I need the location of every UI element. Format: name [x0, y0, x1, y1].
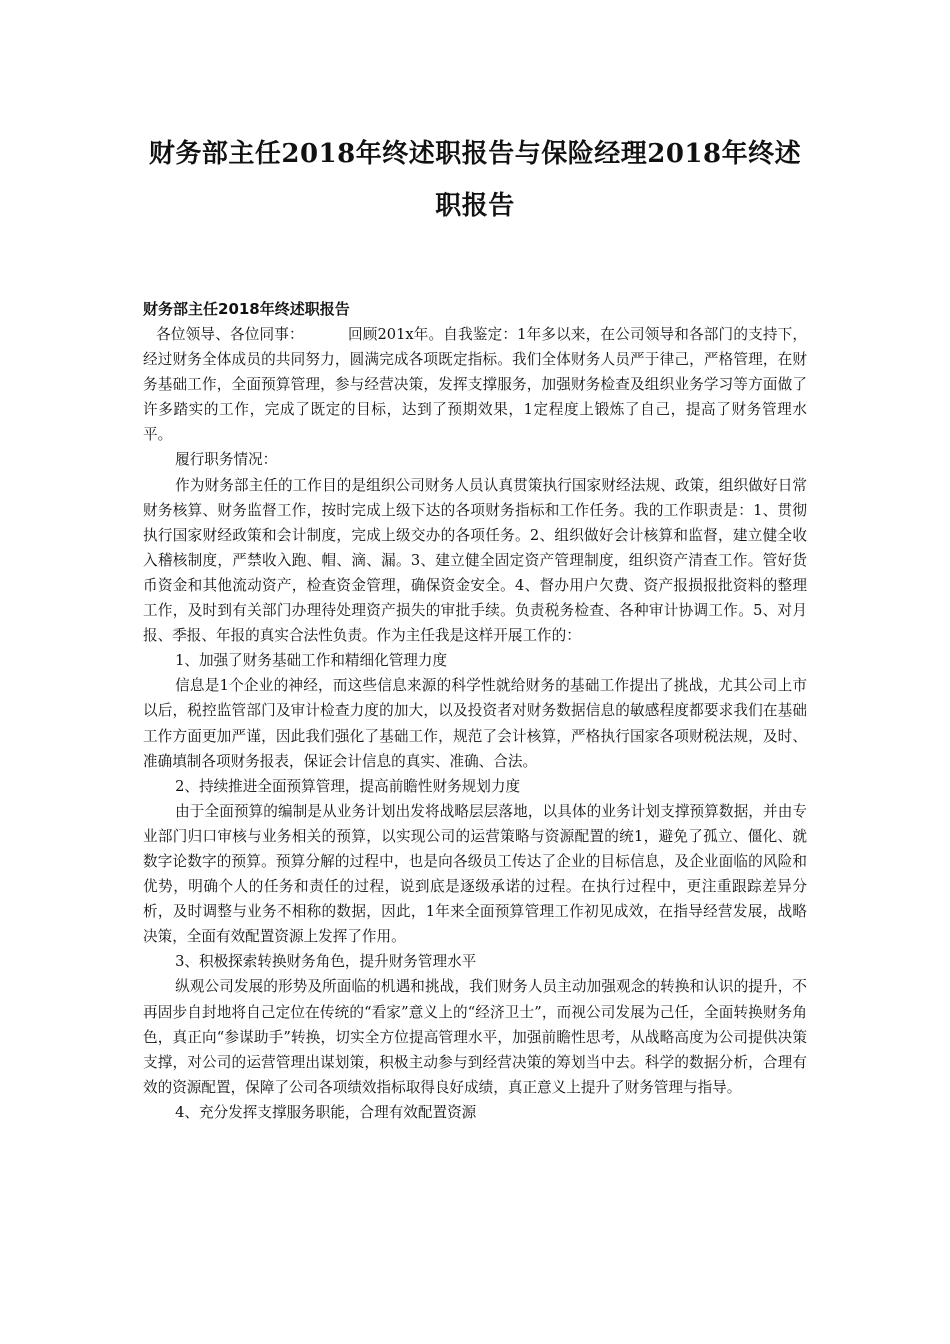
paragraph-heading-2: 2、持续推进全面预算管理，提高前瞻性财务规划力度: [175, 777, 521, 795]
document-body: [143, 296, 807, 1125]
section-heading: 财务部主任2018年终述职报告: [143, 300, 350, 318]
salutation: 各位领导、各位同事：: [156, 326, 304, 343]
opening-paragraph: [143, 322, 807, 447]
paragraph-heading-3: 3、积极探索转换财务角色，提升财务管理水平: [175, 953, 477, 971]
paragraph-body-3: 纵观公司发展的形势及所面临的机遇和挑战，我们财务人员主动加强观念的转换和认识的提升，不再固步自封地将自己定位在传统的“看家”意义上的“经济卫士”，而视公司发展为己任，全面转换财务角色，真正向“参谋助手”转换，切实全方位提高管理水平，加强前瞻性思考，从战略高度为公司提供决策支撑，对公司的运营管理出谋划策，积极主动参与到经营决策的筹划当中去。科学的数据分析，合理有效的资源配置，保障了公司各项绩效指标取得良好成绩，真正意义上提升了财务管理与指导。: [143, 978, 807, 1096]
opening-text: 回顾201x年。自我鉴定：1年多以来，在公司领导和各部门的支持下，经过财务全体成员的共同努力，圆满完成各项既定指标。我们全体财务人员严于律己，严格管理，在财务基础工作，全面预算管理，参与经营决策，发挥支撑服务，加强财务检查及组织业务学习等方面做了许多踏实的工作，完成了既定的目标，达到了预期效果，1定程度上锻炼了自己，提高了财务管理水平。: [143, 326, 807, 444]
paragraph-duties-label: 履行职务情况：: [175, 451, 278, 469]
paragraph-body-2: 由于全面预算的编制是从业务计划出发将战略层层落地，以具体的业务计划支撑预算数据，并由专业部门归口审核与业务相关的预算，以实现公司的运营策略与资源配置的统1，避免了孤立、僵化、就数字论数字的预算。预算分解的过程中，也是向各级员工传达了企业的目标信息，及企业面临的风险和优势，明确个人的任务和责任的过程，说到底是逐级承诺的过程。在执行过程中，更注重跟踪差异分析，及时调整与业务不相称的数据，因此，1年来全面预算管理工作初见成效，在指导经营发展，战略决策，全面有效配置资源上发挥了作用。: [143, 802, 807, 946]
document-title: 财务部主任2018年终述职报告与保险经理2018年终述职报告: [148, 139, 802, 221]
paragraph-heading-4: 4、充分发挥支撑服务职能，合理有效配置资源: [175, 1103, 477, 1121]
paragraph-duties: 作为财务部主任的工作目的是组织公司财务人员认真贯策执行国家财经法规、政策，组织做好日常财务核算、财务监督工作，按时完成上级下达的各项财务指标和工作任务。我的工作职责是：1、贯彻执行国家财经政策和会计制度，完成上级交办的各项任务。2、组织做好会计核算和监督，建立健全收入稽核制度，严禁收入跑、帽、滴、漏。3、建立健全固定资产管理制度，组织资产清查工作。管好货币资金和其他流动资产，检查资金管理，确保资金安全。4、督办用户欠费、资产报损报批资料的整理工作，及时到有关部门办理待处理资产损失的审批手续。负责税务检查、各种审计协调工作。5、对月报、季报、年报的真实合法性负责。作为主任我是这样开展工作的：: [143, 476, 807, 645]
paragraph-body-1: 信息是1个企业的神经，而这些信息来源的科学性就给财务的基础工作提出了挑战，尤其公司上市以后，税控监管部门及审计检查力度的加大，以及投资者对财务数据信息的敏感程度都要求我们在基础工作方面更加严谨，因此我们强化了基础工作，规范了会计核算，严格执行国家各项财税法规，及时、准确填制各项财务报表，保证会计信息的真实、准确、合法。: [143, 677, 807, 770]
paragraph-heading-1: 1、加强了财务基础工作和精细化管理力度: [175, 652, 448, 670]
